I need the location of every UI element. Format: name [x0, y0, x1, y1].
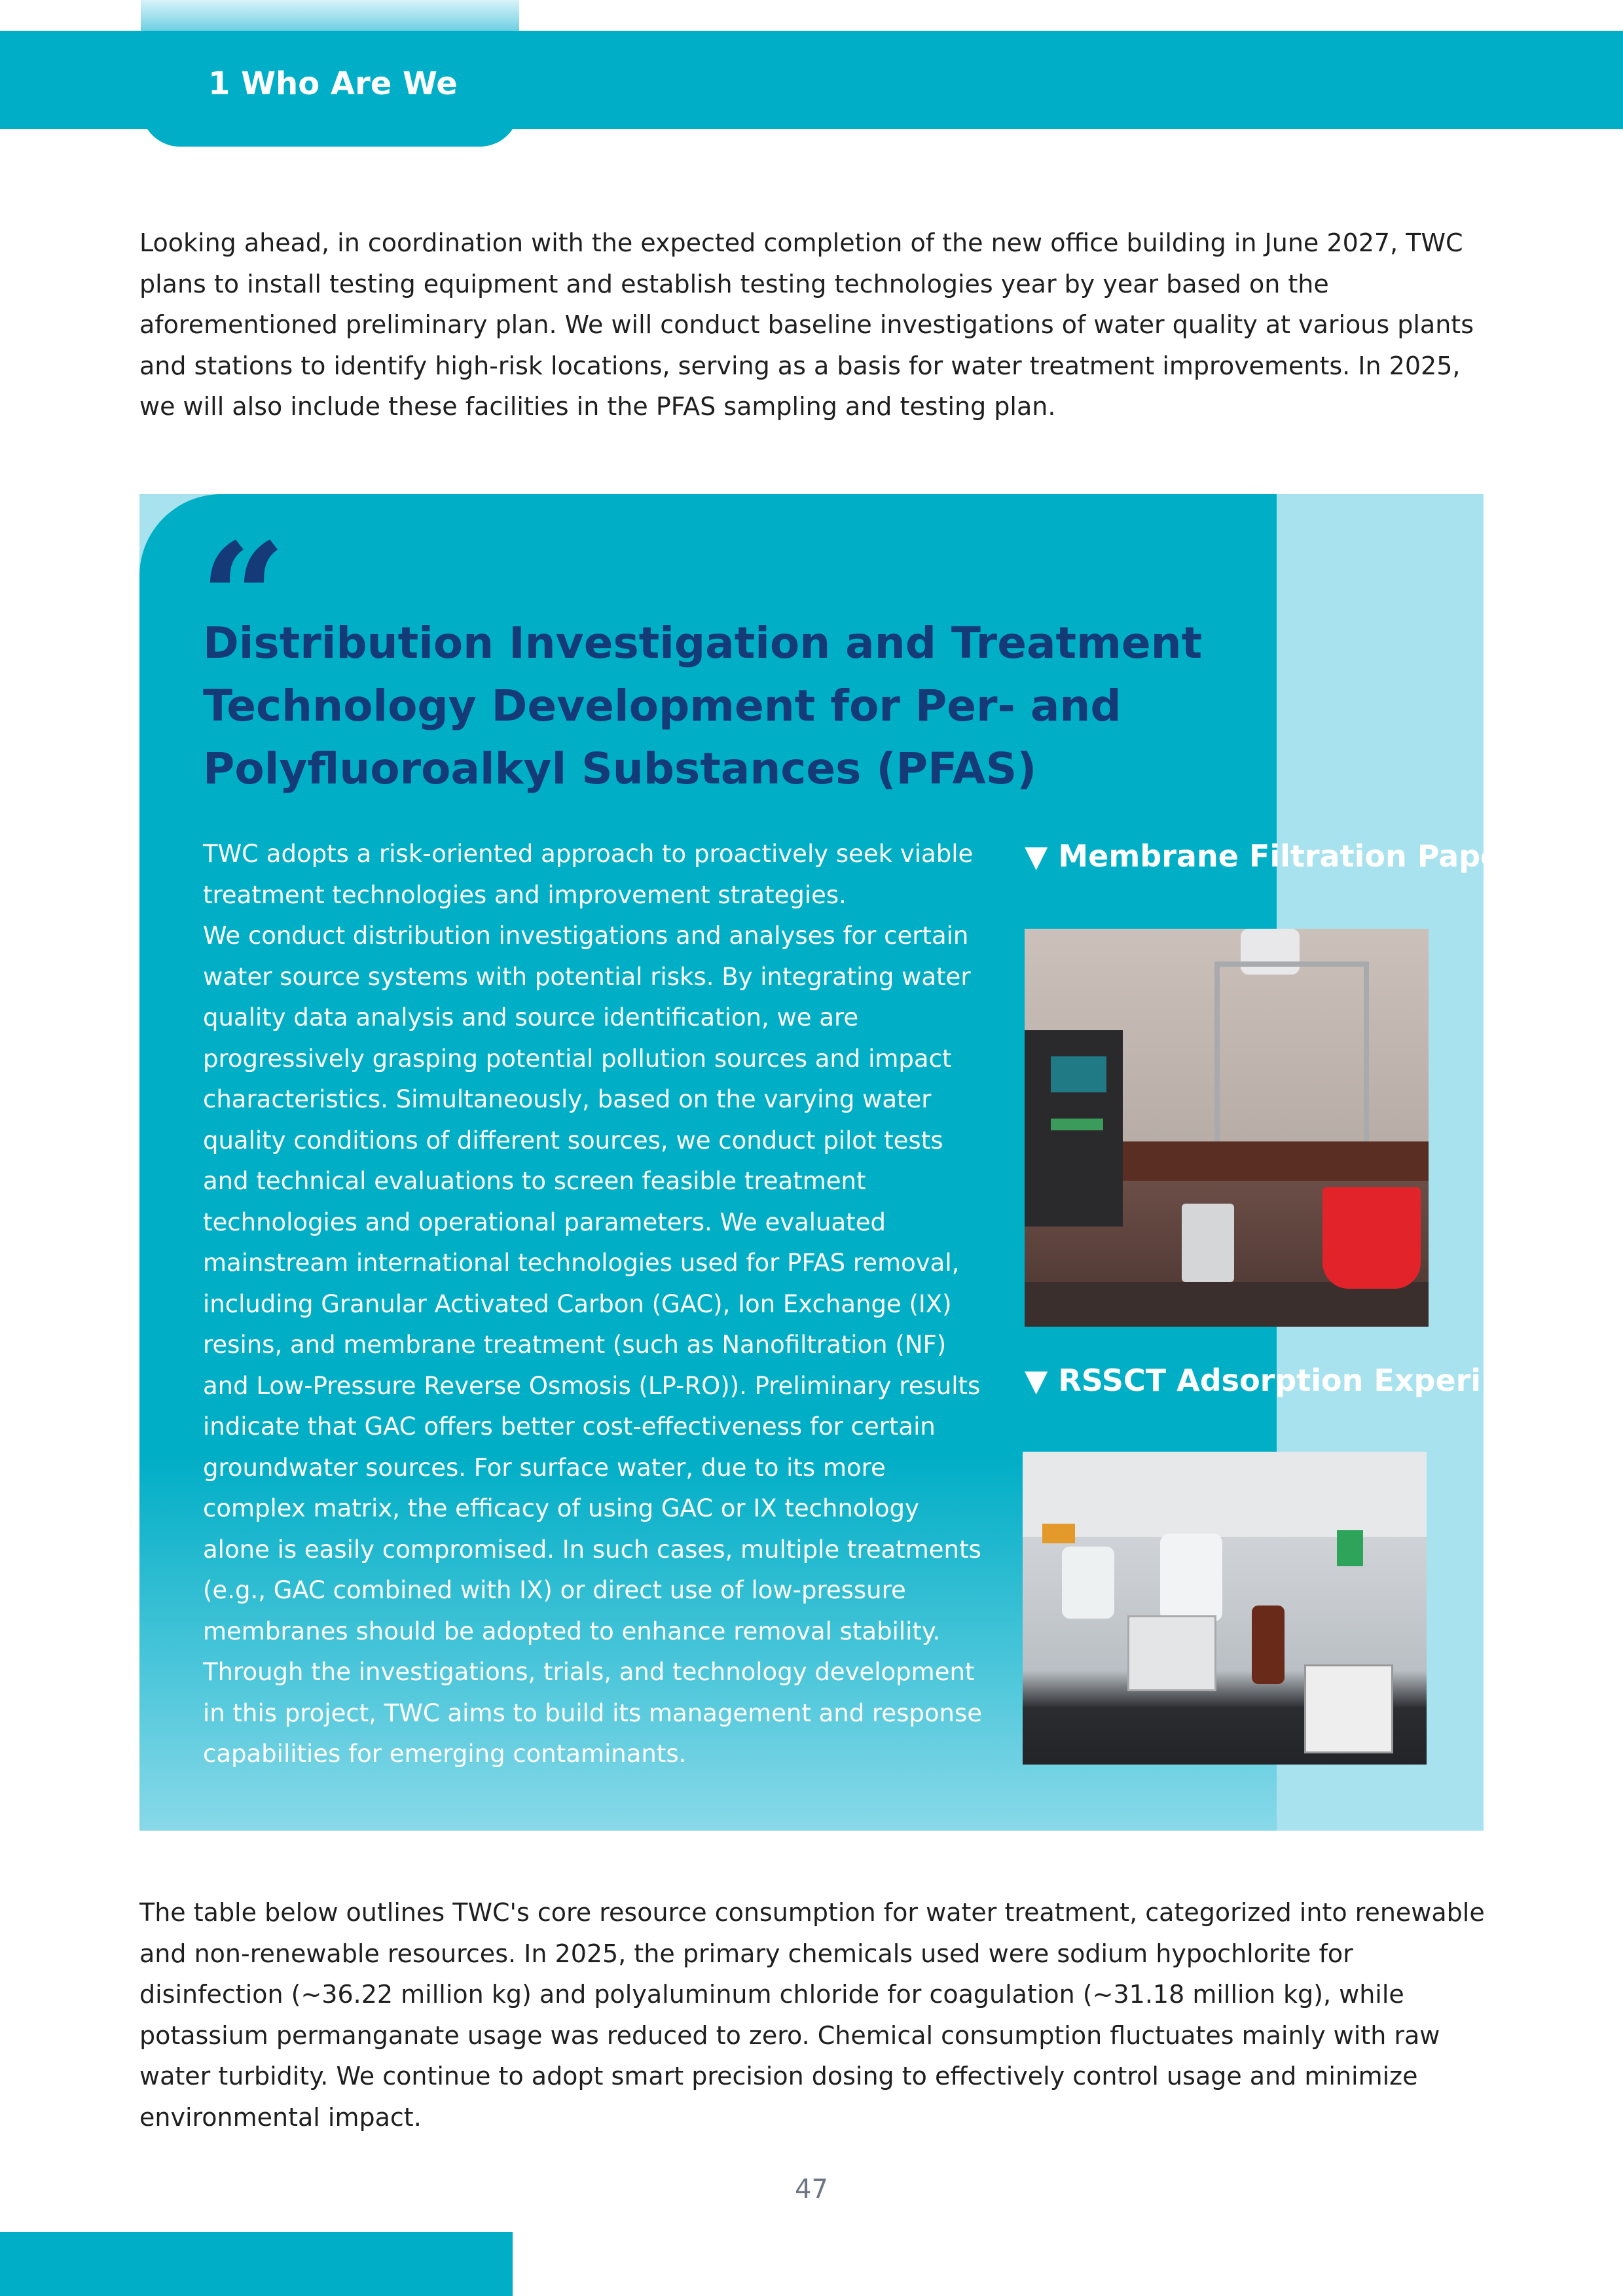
quote-icon: “	[200, 511, 287, 687]
section-title: 1 Who Are We	[208, 65, 458, 102]
feature-title: Distribution Investigation and Treatment Technology Development for Per- and Polyfluoroalkyl Substances (PFAS)	[203, 618, 1203, 794]
feature-body-intro: TWC adopts a risk-oriented approach to proactively seek viable treatment technologies and improvement strategies.	[203, 840, 974, 909]
header-tab-highlight	[141, 0, 519, 31]
resource-consumption-paragraph: The table below outlines TWC's core resource consumption for water treatment, categorized into renewable and non-renewable resources. In 2025, the primary chemicals used were sodium hypochlorite for disinfection (~36.22 million kg) and polyaluminum chloride for coagulation (~31.18 million kg), while potassium permanganate usage was reduced to zero. Chemical consumption fluctuates mainly with raw water turbidity. We continue to adopt smart precision dosing to effectively control usage and minimize environmental impact.	[139, 1898, 1485, 2132]
intro-paragraph: Looking ahead, in coordination with the expected completion of the new office building in June 2027, TWC plans to install testing equipment and establish testing technologies year by year based on the aforementioned preliminary plan. We will conduct baseline investigations of water quality at various plants and stations to identify high-risk locations, serving as a basis for water treatment improvements. In 2025, we will also include these facilities in the PFAS sampling and testing plan.	[139, 228, 1474, 422]
membrane-filtration-photo	[1025, 929, 1429, 1327]
photo-caption-rssct: ▼ RSSCT Adsorption Experiment	[1025, 1363, 1569, 1398]
rssct-experiment-photo	[1023, 1452, 1427, 1765]
page-number: 47	[795, 2174, 828, 2204]
photo-caption-membrane: ▼ Membrane Filtration Paper Test	[1025, 838, 1596, 874]
footer-bar	[0, 2232, 513, 2296]
feature-body-main: We conduct distribution investigations and analyses for certain water source systems with potential risks. By integrating water quality data analysis and source identification, we are progressively grasping potential pollution sources and impact characteristics. Simultaneously, based on the varying water quality conditions of different sources, we conduct pilot tests and technical evaluations to screen feasible treatment technologies and operational parameters. We evaluated mainstream international technologies used for PFAS removal, including Granular Activated Carbon (GAC), Ion Exchange (IX) resins, and membrane treatment (such as Nanofiltration (NF) and Low-Pressure Reverse Osmosis (LP-RO)). Preliminary results indicate that GAC offers better cost-effectiveness for certain groundwater sources. For surface water, due to its more complex matrix, the efficacy of using GAC or IX technology alone is easily compromised. In such cases, multiple treatments (e.g., GAC combined with IX) or direct use of low-pressure membranes should be adopted to enhance removal stability. Through the investigations, trials, and technology development in this project, TWC aims to build its management and response capabilities for emerging contaminants.	[203, 922, 983, 1768]
feature-body	[203, 834, 992, 1775]
